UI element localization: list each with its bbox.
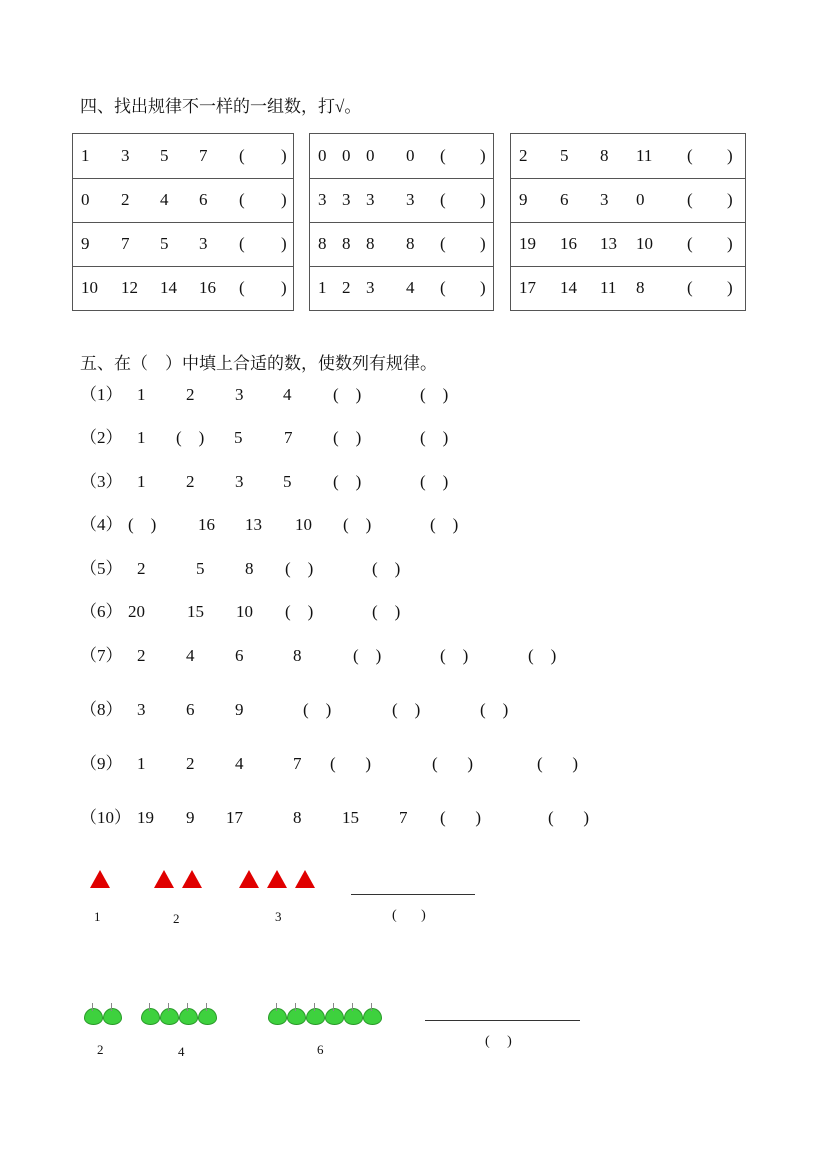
answer-blank[interactable]: ( ) <box>330 754 372 773</box>
section5-title: 五、在（ ）中填上合适的数，使数列有规律。 <box>80 354 437 373</box>
answer-paren[interactable]: ) <box>281 234 287 253</box>
table-row[interactable] <box>310 266 493 310</box>
sequence-number: 8 <box>293 808 302 827</box>
answer-paren[interactable]: ) <box>281 146 287 165</box>
answer-paren[interactable]: ( <box>687 234 693 253</box>
sequence-number: 3 <box>235 472 244 491</box>
leaf-icon <box>325 1008 344 1025</box>
sequence-number: 15 <box>342 808 359 827</box>
table-row[interactable] <box>511 134 745 179</box>
triangle-icon <box>154 870 174 888</box>
leaf-icon <box>198 1008 217 1025</box>
answer-blank[interactable]: ( ) <box>430 515 459 534</box>
answer-blank[interactable]: ( ) <box>440 808 482 827</box>
sequence-number: 8 <box>245 559 254 578</box>
answer-line[interactable] <box>351 894 475 895</box>
answer-paren[interactable]: ( <box>440 146 446 165</box>
sequence-number: 2 <box>186 754 195 773</box>
table-number: 5 <box>160 146 169 165</box>
item-number: （10） <box>80 808 131 827</box>
sequence-number: 1 <box>137 428 146 447</box>
triangle-icon <box>295 870 315 888</box>
sequence-number: 15 <box>187 602 204 621</box>
table-number: 0 <box>342 146 351 165</box>
answer-paren[interactable]: ) <box>281 190 287 209</box>
table-row[interactable] <box>73 266 293 310</box>
table-row[interactable] <box>511 178 745 223</box>
table-number: 14 <box>560 278 577 297</box>
answer-paren[interactable]: ) <box>727 146 733 165</box>
sequence-number: 2 <box>186 472 195 491</box>
table-number: 7 <box>121 234 130 253</box>
table-number: 13 <box>600 234 617 253</box>
table-number: 6 <box>199 190 208 209</box>
answer-blank[interactable]: ( ) <box>420 385 449 404</box>
table-number: 0 <box>81 190 90 209</box>
answer-paren[interactable]: ( <box>440 190 446 209</box>
section4-title: 四、找出规律不一样的一组数，打√。 <box>80 97 362 116</box>
answer-paren[interactable]: ) <box>727 278 733 297</box>
answer-paren[interactable]: ( <box>239 278 245 297</box>
sequence-number: 7 <box>293 754 302 773</box>
answer-blank[interactable]: ( ) <box>333 472 362 491</box>
answer-blank[interactable]: ( ) <box>440 646 469 665</box>
leaf-icon <box>306 1008 325 1025</box>
table-number: 19 <box>519 234 536 253</box>
answer-blank[interactable]: ( ) <box>372 602 401 621</box>
answer-blank[interactable]: ( ) <box>392 700 421 719</box>
table-number: 11 <box>600 278 617 297</box>
table-number: 8 <box>342 234 351 253</box>
answer-paren[interactable]: ) <box>727 190 733 209</box>
answer-blank[interactable]: ( ) <box>392 908 426 923</box>
answer-blank[interactable]: ( ) <box>176 428 205 447</box>
sequence-number: 2 <box>137 559 146 578</box>
table-number: 3 <box>342 190 351 209</box>
sequence-number: 5 <box>196 559 205 578</box>
answer-paren[interactable]: ( <box>687 146 693 165</box>
sequence-number: 1 <box>137 472 146 491</box>
table-number: 6 <box>560 190 569 209</box>
answer-blank[interactable]: ( ) <box>333 385 362 404</box>
sequence-number: 20 <box>128 602 145 621</box>
answer-blank[interactable]: ( ) <box>480 700 509 719</box>
table-number: 4 <box>160 190 169 209</box>
sequence-number: 4 <box>283 385 292 404</box>
table-number: 9 <box>81 234 90 253</box>
table-number: 2 <box>519 146 528 165</box>
item-number: （9） <box>80 754 123 773</box>
sequence-number: 3 <box>235 385 244 404</box>
table-number: 7 <box>199 146 208 165</box>
answer-blank[interactable]: ( ) <box>372 559 401 578</box>
answer-blank[interactable]: ( ) <box>343 515 372 534</box>
answer-blank[interactable]: ( ) <box>285 602 314 621</box>
item-number: （1） <box>80 385 123 404</box>
sequence-number: 7 <box>284 428 293 447</box>
answer-paren[interactable]: ) <box>480 278 486 297</box>
number-table <box>510 133 746 311</box>
leaf-icon <box>344 1008 363 1025</box>
answer-blank[interactable]: ( ) <box>432 754 474 773</box>
table-row[interactable] <box>310 178 493 223</box>
answer-paren[interactable]: ( <box>687 278 693 297</box>
sequence-number: 9 <box>186 808 195 827</box>
table-number: 3 <box>199 234 208 253</box>
table-number: 0 <box>318 146 327 165</box>
leaf-icon <box>84 1008 103 1025</box>
table-number: 0 <box>636 190 645 209</box>
sequence-number: 4 <box>186 646 195 665</box>
table-number: 16 <box>199 278 216 297</box>
table-number: 3 <box>366 190 375 209</box>
answer-line[interactable] <box>425 1020 580 1021</box>
item-number: （4） <box>80 515 123 534</box>
table-number: 0 <box>366 146 375 165</box>
table-number: 2 <box>342 278 351 297</box>
answer-paren[interactable]: ( <box>440 278 446 297</box>
number-table <box>309 133 494 311</box>
leaf-icon <box>103 1008 122 1025</box>
table-number: 17 <box>519 278 536 297</box>
sequence-number: 13 <box>245 515 262 534</box>
answer-blank[interactable]: ( ) <box>420 428 449 447</box>
table-number: 0 <box>406 146 415 165</box>
leaf-icon <box>179 1008 198 1025</box>
leaf-icon <box>363 1008 382 1025</box>
triangle-icon <box>182 870 202 888</box>
sequence-number: 19 <box>137 808 154 827</box>
item-number: （8） <box>80 700 123 719</box>
table-number: 8 <box>318 234 327 253</box>
table-number: 11 <box>636 146 653 165</box>
leaf-count-label: 6 <box>317 1042 324 1057</box>
answer-blank[interactable]: ( ) <box>420 472 449 491</box>
table-number: 1 <box>81 146 90 165</box>
sequence-number: 3 <box>137 700 146 719</box>
leaf-count-label: 2 <box>97 1042 104 1057</box>
answer-paren[interactable]: ) <box>281 278 287 297</box>
item-number: （2） <box>80 428 123 447</box>
answer-blank[interactable]: ( ) <box>528 646 557 665</box>
triangle-count-label: 2 <box>173 911 180 926</box>
item-number: （6） <box>80 602 123 621</box>
table-number: 2 <box>121 190 130 209</box>
table-number: 8 <box>366 234 375 253</box>
sequence-number: 1 <box>137 385 146 404</box>
item-number: （5） <box>80 559 123 578</box>
answer-paren[interactable]: ) <box>480 190 486 209</box>
answer-paren[interactable]: ) <box>480 146 486 165</box>
table-row[interactable] <box>73 134 293 179</box>
triangle-icon <box>239 870 259 888</box>
triangle-count-label: 3 <box>275 909 282 924</box>
answer-blank[interactable]: ( ) <box>128 515 157 534</box>
leaf-count-label: 4 <box>178 1044 185 1059</box>
sequence-number: 6 <box>186 700 195 719</box>
answer-paren[interactable]: ( <box>440 234 446 253</box>
leaf-icon <box>160 1008 179 1025</box>
table-number: 3 <box>121 146 130 165</box>
sequence-number: 2 <box>186 385 195 404</box>
table-number: 5 <box>160 234 169 253</box>
answer-blank[interactable]: ( ) <box>333 428 362 447</box>
sequence-number: 4 <box>235 754 244 773</box>
table-number: 1 <box>318 278 327 297</box>
table-number: 8 <box>406 234 415 253</box>
answer-blank[interactable]: ( ) <box>485 1034 512 1049</box>
sequence-number: 6 <box>235 646 244 665</box>
sequence-number: 5 <box>283 472 292 491</box>
answer-blank[interactable]: ( ) <box>303 700 332 719</box>
leaf-icon <box>268 1008 287 1025</box>
answer-paren[interactable]: ) <box>727 234 733 253</box>
answer-blank[interactable]: ( ) <box>285 559 314 578</box>
table-number: 3 <box>366 278 375 297</box>
table-number: 3 <box>406 190 415 209</box>
table-number: 3 <box>600 190 609 209</box>
answer-paren[interactable]: ( <box>239 234 245 253</box>
leaf-icon <box>287 1008 306 1025</box>
table-number: 8 <box>600 146 609 165</box>
table-number: 10 <box>636 234 653 253</box>
answer-paren[interactable]: ) <box>480 234 486 253</box>
sequence-number: 1 <box>137 754 146 773</box>
item-number: （7） <box>80 646 123 665</box>
answer-blank[interactable]: ( ) <box>548 808 590 827</box>
sequence-number: 10 <box>295 515 312 534</box>
number-table <box>72 133 294 311</box>
table-row[interactable] <box>73 222 293 267</box>
sequence-number: 17 <box>226 808 243 827</box>
answer-blank[interactable]: ( ) <box>537 754 579 773</box>
sequence-number: 2 <box>137 646 146 665</box>
sequence-number: 10 <box>236 602 253 621</box>
sequence-number: 16 <box>198 515 215 534</box>
table-number: 10 <box>81 278 98 297</box>
table-row[interactable] <box>511 266 745 310</box>
table-number: 3 <box>318 190 327 209</box>
table-number: 14 <box>160 278 177 297</box>
triangle-icon <box>90 870 110 888</box>
sequence-number: 8 <box>293 646 302 665</box>
table-number: 9 <box>519 190 528 209</box>
sequence-number: 7 <box>399 808 408 827</box>
item-number: （3） <box>80 472 123 491</box>
sequence-number: 9 <box>235 700 244 719</box>
table-number: 5 <box>560 146 569 165</box>
table-row[interactable] <box>310 222 493 267</box>
table-row[interactable] <box>73 178 293 223</box>
answer-blank[interactable]: ( ) <box>353 646 382 665</box>
table-number: 12 <box>121 278 138 297</box>
table-row[interactable] <box>310 134 493 179</box>
table-row[interactable] <box>511 222 745 267</box>
table-number: 4 <box>406 278 415 297</box>
triangle-icon <box>267 870 287 888</box>
sequence-number: 5 <box>234 428 243 447</box>
answer-paren[interactable]: ( <box>239 146 245 165</box>
leaf-icon <box>141 1008 160 1025</box>
triangle-count-label: 1 <box>94 909 101 924</box>
table-number: 16 <box>560 234 577 253</box>
answer-paren[interactable]: ( <box>687 190 693 209</box>
answer-paren[interactable]: ( <box>239 190 245 209</box>
table-number: 8 <box>636 278 645 297</box>
